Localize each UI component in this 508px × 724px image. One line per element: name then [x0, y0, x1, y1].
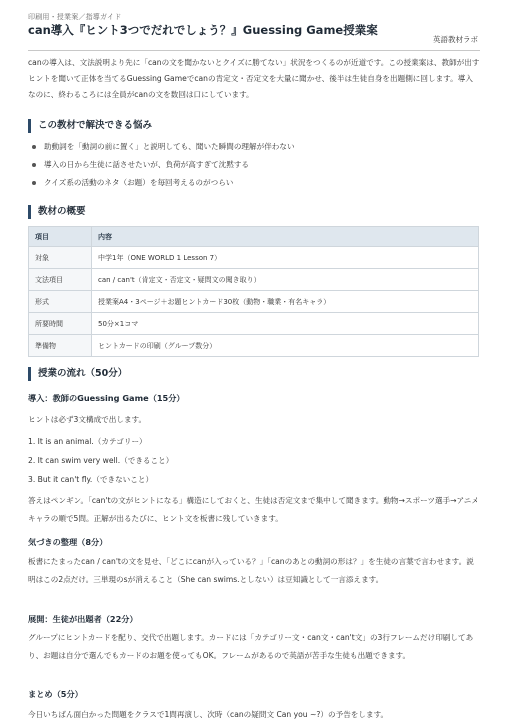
- flow-intro-heading: 導入：教師のGuessing Game（15分）: [28, 393, 185, 403]
- table-cell: 所要時間: [29, 313, 92, 335]
- site-name: 英語教材ラボ: [433, 35, 478, 44]
- flow-intro-text: ヒントは必ず3文構成で出します。: [28, 415, 147, 424]
- table-cell: 中学1年（ONE WORLD 1 Lesson 7）: [92, 247, 479, 269]
- table-cell: 50分×1コマ: [92, 313, 479, 335]
- list-item: クイズ系の活動のネタ（お題）を毎回考えるのがつらい: [28, 174, 480, 192]
- table-header-row: [29, 227, 479, 247]
- table-cell: 準備物: [29, 335, 92, 357]
- table-row: [29, 291, 479, 313]
- intro-paragraph: canの導入は、文法説明より先に「canの文を聞かないとクイズに勝てない」状況をつくるのが近道です。この授業案は、教師が出すヒントを聞いて正体を当てるGuessing Gameでcanの肯定文・否定文を大量に聞かせ、後半は生徒自身を出題側に回します。導入なのに、終わるころには全員がcanの文を数回は口にしています。: [28, 58, 480, 99]
- page-title: can導入『ヒント3つでだれでしょう？』Guessing Game授業案: [28, 23, 378, 37]
- notice-text: 板書にたまったcan / can'tの文を見せ、「どこにcanが入っている？」「canのあとの動詞の形は？」を生徒の言葉で言わせます。説明はこの2点だけ。三単現のsが消えること（She can swims.としない）は豆知識として一言添えます。: [28, 557, 474, 584]
- table-row: [29, 247, 479, 269]
- development-text: グループにヒントカードを配り、交代で出題します。カードには「カテゴリー文・can文・can't文」の3行フレームだけ印刷してあり、お題は自分で選んでもカードのお題を使ってもOK。フレームがあるので英語が苦手な生徒も出題できます。: [28, 633, 474, 660]
- summary-text: 今日いちばん面白かった問題をクラスで1問再演し、次時（canの疑問文 Can you ~?）の予告をします。: [28, 710, 389, 719]
- overview-table: [28, 226, 479, 357]
- list-item: 導入の日から生徒に話させたいが、負荷が高すぎて沈黙する: [28, 156, 480, 174]
- table-cell: 授業案A4・3ページ＋お題ヒントカード30枚（動物・職業・有名キャラ）: [92, 291, 479, 313]
- list-item: 助動詞を「動詞の前に置く」と説明しても、聞いた瞬間の理解が伴わない: [28, 138, 480, 156]
- breadcrumb: 印刷用・授業案／指導ガイド: [28, 13, 122, 21]
- table-header-item: 項目: [29, 227, 92, 247]
- table-header-content: 内容: [92, 227, 479, 247]
- table-cell: 形式: [29, 291, 92, 313]
- summary-heading: まとめ（5分）: [28, 689, 83, 699]
- development-heading: 展開：生徒が出題者（22分）: [28, 614, 138, 624]
- table-cell: 対象: [29, 247, 92, 269]
- table-cell: 文法項目: [29, 269, 92, 291]
- hint-line: 2. It can swim very well.（できること）: [28, 456, 174, 465]
- table-cell: can / can't（肯定文・否定文・疑問文の聞き取り）: [92, 269, 479, 291]
- section-heading-flow: 授業の流れ（50分）: [28, 367, 127, 381]
- problem-list: [28, 138, 480, 192]
- section-heading-overview: 教材の概要: [28, 205, 86, 219]
- notice-heading: 気づきの整理（8分）: [28, 537, 108, 547]
- table-row: [29, 269, 479, 291]
- table-row: [29, 313, 479, 335]
- flow-intro-after: 答えはペンギン。「can'tの文がヒントになる」構造にしておくと、生徒は否定文まで集中して聞きます。動物→スポーツ選手→アニメキャラの順で5問。正解が出るたびに、ヒント文を板書に残していきます。: [28, 496, 479, 523]
- table-cell: ヒントカードの印刷（グループ数分）: [92, 335, 479, 357]
- hint-line: 1. It is an animal.（カテゴリー）: [28, 437, 147, 446]
- title-divider: [28, 50, 480, 51]
- hint-line: 3. But it can't fly.（できないこと）: [28, 475, 154, 484]
- table-row: [29, 335, 479, 357]
- section-heading-problems: この教材で解決できる悩み: [28, 119, 152, 133]
